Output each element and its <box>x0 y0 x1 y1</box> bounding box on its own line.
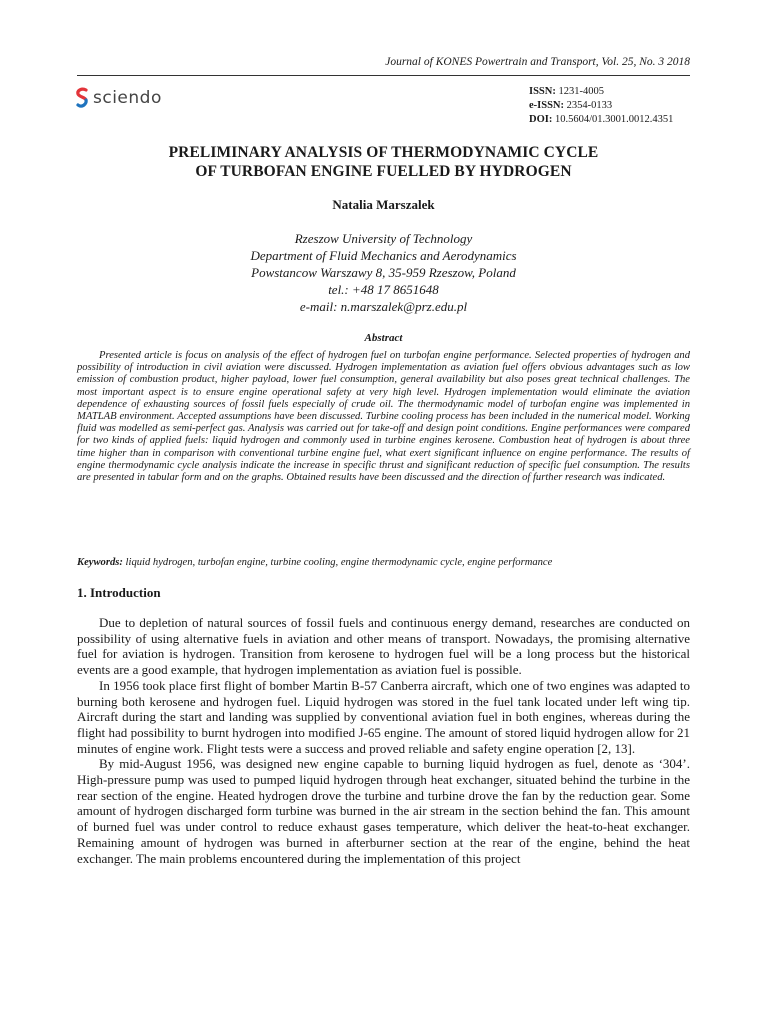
affiliation <box>77 230 690 315</box>
affiliation-phone: tel.: +48 17 8651648 <box>328 282 439 297</box>
eissn-value: 2354-0133 <box>566 100 613 111</box>
sciendo-s-icon <box>75 87 89 109</box>
title-line-2: OF TURBOFAN ENGINE FUELLED BY HYDROGEN <box>195 163 572 180</box>
issn-value: 1231-4005 <box>558 86 604 97</box>
abstract-text: Presented article is focus on analysis of the effect of hydrogen fuel on turbofan engine performance. Selected properties of hydrogen and possibility of introduction in civil aviation were discussed. Hydrogen implementation as aviation fuel offers obvious advantages such as low emission of combustion product, higher payload, lower fuel consumption, general availability but also poses great technical challenges. The most important aspect is to ensure engine operational safety at very high level. Hydrogen implementation would eliminate the aviation dependence of exhausting sources of fossil fuels especially of crude oil. The thermodynamic model of turbofan engine was implemented in MATLAB environment. Accepted assumptions have been discussed. Turbine cooling process has been included in the numerical model. Working fluid was modelled as semi-perfect gas. Analysis was carried out for take-off and design point conditions. Engine performances were compared for two kinds of applied fuels: liquid hydrogen and commonly used in turbine engines kerosene. Combustion heat of hydrogen is about three time higher than in comparison with conventional turbine engine fuel, what exert significant influence on engine performance. The results of engine thermodynamic cycle analysis indicate the increase in specific thrust and significant reduction of specific fuel consumption. The results are presented in tabular form and on the graphs. Obtained results have been discussed and the direction of further research was indicated. <box>77 350 690 484</box>
abstract-heading: Abstract <box>364 332 403 344</box>
paper-title <box>77 143 690 181</box>
doi-value: 10.5604/01.3001.0012.4351 <box>554 114 674 125</box>
keywords-label: Keywords: <box>77 557 123 568</box>
paragraph-2: In 1956 took place first flight of bomber Martin B-57 Canberra aircraft, which one of two engines was adapted to burning both kerosene and hydrogen fuel. Liquid hydrogen was stored in the fuel tank located under left wing tip. Aircraft during the start and landing was supplied by conventional aviation fuel in both engines, whereas during the flight had possibility to burnt hydrogen into modified J-65 engine. The amount of stored liquid hydrogen allow for 21 minutes of engine work. Flight tests were a success and proved reliable and safety engine operation [2, 13]. <box>77 677 690 756</box>
paragraph-1: Due to depletion of natural sources of fossil fuels and continuous energy demand, researches are conducted on possibility of using alternative fuels in aviation and other means of transport. Nowadays, the promising alternative fuel for aviation is hydrogen. Transition from kerosene to hydrogen fuel will be a long process but the historical events are a good example, that hydrogen implementation as aviation fuel is possible. <box>77 615 690 678</box>
logo-text: sciendo <box>93 88 162 108</box>
header-rule <box>77 75 690 76</box>
introduction-body <box>77 615 690 866</box>
affiliation-email: e-mail: n.marszalek@prz.edu.pl <box>299 299 468 314</box>
affiliation-department: Department of Fluid Mechanics and Aerodynamics <box>250 248 517 263</box>
section-heading-introduction: 1. Introduction <box>77 585 161 600</box>
affiliation-address: Powstancow Warszawy 8, 35-959 Rzeszow, Poland <box>251 265 516 280</box>
paragraph-3: By mid-August 1956, was designed new engine capable to burning liquid hydrogen as fuel, denote as ‘304’. High-pressure pump was used to pumped liquid hydrogen through heat exchanger, situated behind the turbine in the rear section of the engine. Heated hydrogen drove the turbine and turbine drove the fan by the reduction gear. Some amount of hydrogen discharged form turbine was burned in the air stream in the section behind the fan. This amount of burned fuel was under control to reduce exhaust gases temperature, which deliver the heat-to-heat exchanger. Remaining amount of hydrogen was burned in afterburner section at the rear of the engine, behind the heat exchanger. The main problems encountered during the implementation of this project <box>77 756 690 866</box>
title-line-1: PRELIMINARY ANALYSIS OF THERMODYNAMIC CYCLE <box>168 144 599 161</box>
issn-label: ISSN: <box>529 86 556 97</box>
keywords-text: liquid hydrogen, turbofan engine, turbine cooling, engine thermodynamic cycle, engine performance <box>122 557 553 568</box>
doi-line <box>529 113 673 127</box>
eissn-label: e-ISSN: <box>529 100 565 111</box>
eissn-line <box>529 99 673 113</box>
issn-line <box>529 85 673 99</box>
keywords-line <box>77 557 690 568</box>
identifiers <box>529 85 673 127</box>
sciendo-logo <box>75 87 162 109</box>
doi-label: DOI: <box>529 114 553 125</box>
affiliation-university: Rzeszow University of Technology <box>294 231 473 246</box>
author-name: Natalia Marszalek <box>332 197 435 212</box>
journal-header: Journal of KONES Powertrain and Transport, Vol. 25, No. 3 2018 <box>385 56 690 68</box>
